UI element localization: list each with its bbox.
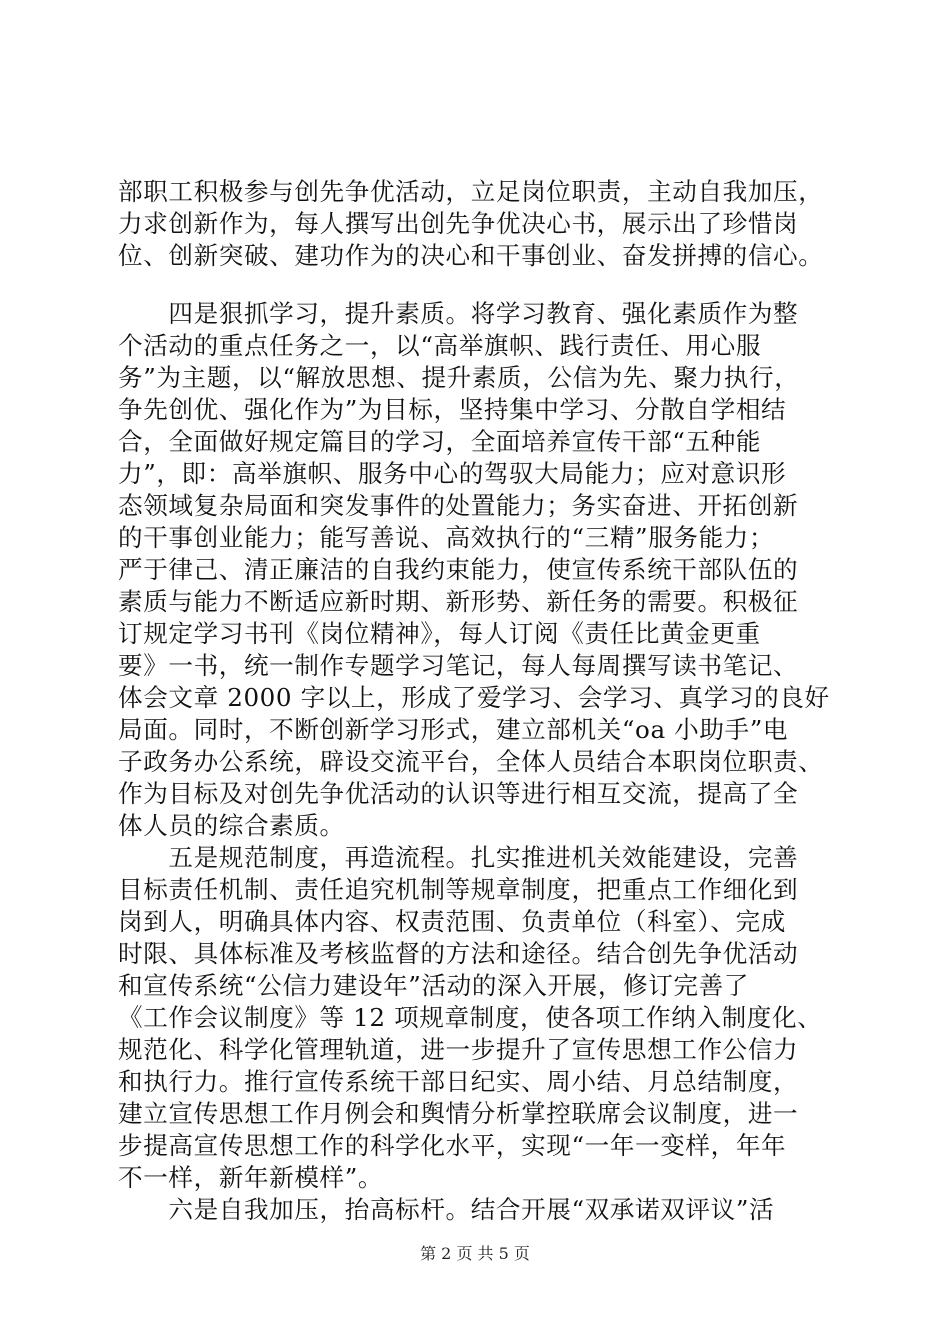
body-line: 部职工积极参与创先争优活动，立足岗位职责，主动自我加压， xyxy=(118,177,824,206)
body-line: 不一样，新年新模样”。 xyxy=(118,1163,384,1192)
body-line: 《工作会议制度》等 12 项规章制度，使各项工作纳入制度化、 xyxy=(118,1003,823,1032)
body-line: 力求创新作为，每人撰写出创先争优决心书，展示出了珍惜岗 xyxy=(118,209,799,238)
body-line: 目标责任机制、责任追究机制等规章制度，把重点工作细化到 xyxy=(118,875,799,904)
body-line: 态领域复杂局面和突发事件的处置能力；务实奋进、开拓创新 xyxy=(118,491,799,520)
body-line: 体人员的综合素质。 xyxy=(118,811,345,840)
body-line: 订规定学习书刊《岗位精神》，每人订阅《责任比黄金更重 xyxy=(118,619,761,648)
page-number-footer: 第 2 页 共 5 页 xyxy=(420,1244,530,1263)
body-line: 局面。同时，不断创新学习形式，建立部机关“oa 小助手”电 xyxy=(118,715,789,744)
body-line: 六是自我加压，抬高标杆。结合开展“双承诺双评议”活 xyxy=(118,1195,775,1224)
body-line: 和宣传系统“公信力建设年”活动的深入开展，修订完善了 xyxy=(118,971,749,1000)
body-line: 合，全面做好规定篇目的学习，全面培养宣传干部“五种能 xyxy=(118,427,762,456)
body-line: 位、创新突破、建功作为的决心和干事创业、奋发拼搏的信心。 xyxy=(118,241,824,270)
body-line: 素质与能力不断适应新时期、新形势、新任务的需要。积极征 xyxy=(118,587,799,616)
body-line: 力”，即：高举旗帜、服务中心的驾驭大局能力；应对意识形 xyxy=(118,459,787,488)
body-line: 体会文章 2000 字以上，形成了爱学习、会学习、真学习的良好 xyxy=(118,683,830,712)
body-line: 建立宣传思想工作月例会和舆情分析掌控联席会议制度，进一 xyxy=(118,1099,799,1128)
body-line: 时限、具体标准及考核监督的方法和途径。结合创先争优活动 xyxy=(118,939,799,968)
body-line: 要》一书，统一制作专题学习笔记，每人每周撰写读书笔记、 xyxy=(118,651,799,680)
body-line: 作为目标及对创先争优活动的认识等进行相互交流，提高了全 xyxy=(118,779,799,808)
body-line: 子政务办公系统，辟设交流平台，全体人员结合本职岗位职责、 xyxy=(118,747,824,776)
body-line: 争先创优、强化作为”为目标，坚持集中学习、分散自学相结 xyxy=(118,395,787,424)
body-line: 四是狠抓学习，提升素质。将学习教育、强化素质作为整 xyxy=(118,299,799,328)
body-line: 严于律己、清正廉洁的自我约束能力，使宣传系统干部队伍的 xyxy=(118,555,799,584)
body-line: 务”为主题，以“解放思想、提升素质，公信为先、聚力执行， xyxy=(118,363,800,392)
body-line: 五是规范制度，再造流程。扎实推进机关效能建设，完善 xyxy=(118,843,799,872)
body-line: 岗到人，明确具体内容、权责范围、负责单位（科室）、完成 xyxy=(118,907,786,936)
body-line: 规范化、科学化管理轨道，进一步提升了宣传思想工作公信力 xyxy=(118,1035,799,1064)
body-line: 的干事创业能力；能写善说、高效执行的“三精”服务能力； xyxy=(118,523,775,552)
body-line: 个活动的重点任务之一，以“高举旗帜、践行责任、用心服 xyxy=(118,331,762,360)
body-line: 和执行力。推行宣传系统干部日纪实、周小结、月总结制度， xyxy=(118,1067,799,1096)
body-line: 步提高宣传思想工作的科学化水平，实现“一年一变样，年年 xyxy=(118,1131,787,1160)
